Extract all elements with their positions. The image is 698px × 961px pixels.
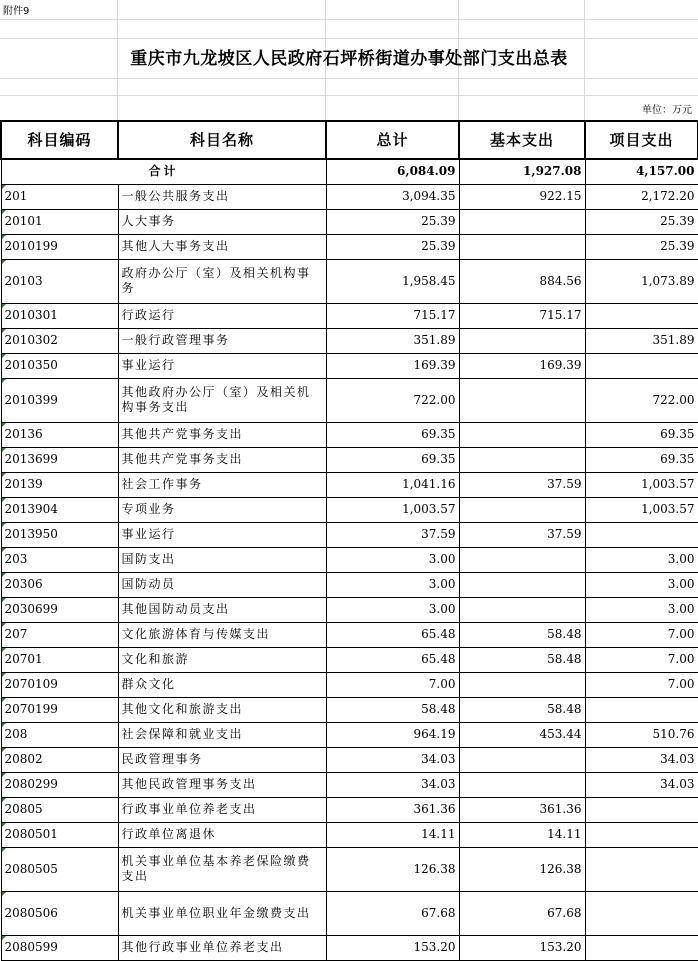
row-code: 2010301 [1, 303, 118, 328]
row-project: 7.00 [585, 622, 698, 647]
row-name: 其他民政管理事务支出 [118, 772, 326, 797]
row-code: 2080599 [1, 935, 118, 960]
header-name: 科目名称 [118, 121, 326, 159]
table-row [1, 353, 698, 378]
row-basic: 126.38 [459, 847, 585, 891]
row-code: 20802 [1, 747, 118, 772]
row-code: 201 [1, 184, 118, 209]
table-row [1, 328, 698, 353]
row-code: 2013904 [1, 497, 118, 522]
table-row [1, 259, 698, 303]
row-code: 20805 [1, 797, 118, 822]
gridline [0, 78, 698, 79]
row-name: 一般公共服务支出 [118, 184, 326, 209]
table-row [1, 447, 698, 472]
row-code: 20701 [1, 647, 118, 672]
row-project: 3.00 [585, 597, 698, 622]
row-basic [459, 378, 585, 422]
row-total: 3.00 [326, 597, 459, 622]
table-row [1, 822, 698, 847]
table-row [1, 303, 698, 328]
table-row [1, 772, 698, 797]
row-project: 7.00 [585, 647, 698, 672]
table-row [1, 747, 698, 772]
row-name: 事业运行 [118, 353, 326, 378]
row-total: 351.89 [326, 328, 459, 353]
row-project [585, 797, 698, 822]
row-basic [459, 597, 585, 622]
table-row [1, 697, 698, 722]
row-name: 其他人大事务支出 [118, 234, 326, 259]
row-code: 20103 [1, 259, 118, 303]
row-project: 69.35 [585, 447, 698, 472]
row-basic [459, 747, 585, 772]
row-total: 58.48 [326, 697, 459, 722]
table-row [1, 647, 698, 672]
row-total: 34.03 [326, 747, 459, 772]
row-project: 3.00 [585, 547, 698, 572]
table-row [1, 572, 698, 597]
row-basic [459, 447, 585, 472]
row-project [585, 822, 698, 847]
row-basic: 37.59 [459, 522, 585, 547]
row-basic [459, 772, 585, 797]
row-project: 25.39 [585, 234, 698, 259]
table-row [1, 722, 698, 747]
row-project: 1,003.57 [585, 497, 698, 522]
row-name: 机关事业单位职业年金缴费支出 [118, 891, 326, 935]
header-code: 科目编码 [1, 121, 118, 159]
row-total: 722.00 [326, 378, 459, 422]
row-name: 社会保障和就业支出 [118, 722, 326, 747]
row-project: 1,003.57 [585, 472, 698, 497]
row-name: 其他政府办公厅（室）及相关机构事务支出 [118, 378, 326, 422]
row-name: 专项业务 [118, 497, 326, 522]
header-row [1, 121, 698, 159]
row-basic: 922.15 [459, 184, 585, 209]
table-row [1, 497, 698, 522]
header-project: 项目支出 [585, 121, 698, 159]
row-project: 3.00 [585, 572, 698, 597]
row-total: 69.35 [326, 447, 459, 472]
row-name: 机关事业单位基本养老保险缴费支出 [118, 847, 326, 891]
row-name: 其他文化和旅游支出 [118, 697, 326, 722]
row-total: 14.11 [326, 822, 459, 847]
row-name: 人大事务 [118, 209, 326, 234]
row-total: 169.39 [326, 353, 459, 378]
attachment-label: 附件9 [3, 6, 30, 17]
row-code: 2030699 [1, 597, 118, 622]
table-row [1, 472, 698, 497]
row-total: 361.36 [326, 797, 459, 822]
gridline [0, 38, 698, 39]
table-row [1, 234, 698, 259]
row-name: 行政事业单位养老支出 [118, 797, 326, 822]
row-basic [459, 672, 585, 697]
table-row [1, 209, 698, 234]
row-basic: 153.20 [459, 935, 585, 960]
row-code: 2070109 [1, 672, 118, 697]
row-code: 2080299 [1, 772, 118, 797]
gridline [0, 95, 698, 96]
row-basic: 169.39 [459, 353, 585, 378]
row-total: 25.39 [326, 209, 459, 234]
table-row [1, 422, 698, 447]
row-project: 34.03 [585, 747, 698, 772]
row-basic [459, 328, 585, 353]
table-row [1, 547, 698, 572]
row-basic [459, 572, 585, 597]
row-total: 65.48 [326, 647, 459, 672]
row-project [585, 847, 698, 891]
row-basic [459, 547, 585, 572]
row-basic: 58.48 [459, 697, 585, 722]
row-total: 34.03 [326, 772, 459, 797]
row-total: 3.00 [326, 547, 459, 572]
row-name: 事业运行 [118, 522, 326, 547]
row-basic: 361.36 [459, 797, 585, 822]
table-row [1, 597, 698, 622]
row-total: 1,041.16 [326, 472, 459, 497]
row-project: 69.35 [585, 422, 698, 447]
table-row [1, 797, 698, 822]
row-name: 文化旅游体育与传媒支出 [118, 622, 326, 647]
row-total: 1,003.57 [326, 497, 459, 522]
row-total: 67.68 [326, 891, 459, 935]
row-project [585, 303, 698, 328]
table-row [1, 184, 698, 209]
row-name: 社会工作事务 [118, 472, 326, 497]
row-basic: 453.44 [459, 722, 585, 747]
row-code: 20101 [1, 209, 118, 234]
row-basic [459, 422, 585, 447]
row-project: 510.76 [585, 722, 698, 747]
row-code: 2080501 [1, 822, 118, 847]
row-code: 207 [1, 622, 118, 647]
row-name: 其他共产党事务支出 [118, 422, 326, 447]
row-name: 政府办公厅（室）及相关机构事务 [118, 259, 326, 303]
row-project [585, 353, 698, 378]
row-basic [459, 234, 585, 259]
unit-label: 单位：万元 [642, 105, 692, 116]
row-code: 2080506 [1, 891, 118, 935]
row-name: 行政单位离退休 [118, 822, 326, 847]
total-row [1, 159, 698, 184]
row-project: 351.89 [585, 328, 698, 353]
header-basic: 基本支出 [459, 121, 585, 159]
row-total: 3.00 [326, 572, 459, 597]
row-basic: 884.56 [459, 259, 585, 303]
row-name: 国防动员 [118, 572, 326, 597]
row-code: 2080505 [1, 847, 118, 891]
table-row [1, 847, 698, 891]
total-total: 6,084.09 [326, 159, 459, 184]
row-code: 2010199 [1, 234, 118, 259]
row-project: 722.00 [585, 378, 698, 422]
row-code: 2070199 [1, 697, 118, 722]
row-total: 715.17 [326, 303, 459, 328]
total-label: 合计 [1, 159, 326, 184]
row-code: 2010302 [1, 328, 118, 353]
table-row [1, 378, 698, 422]
row-total: 37.59 [326, 522, 459, 547]
row-total: 3,094.35 [326, 184, 459, 209]
row-code: 20306 [1, 572, 118, 597]
total-project: 4,157.00 [585, 159, 698, 184]
row-code: 20139 [1, 472, 118, 497]
row-code: 2013950 [1, 522, 118, 547]
row-total: 65.48 [326, 622, 459, 647]
table-row [1, 672, 698, 697]
row-name: 文化和旅游 [118, 647, 326, 672]
total-basic: 1,927.08 [459, 159, 585, 184]
row-name: 行政运行 [118, 303, 326, 328]
row-project [585, 935, 698, 960]
row-code: 2010399 [1, 378, 118, 422]
header-total: 总计 [326, 121, 459, 159]
row-project [585, 697, 698, 722]
row-code: 208 [1, 722, 118, 747]
row-total: 126.38 [326, 847, 459, 891]
row-name: 群众文化 [118, 672, 326, 697]
row-code: 2010350 [1, 353, 118, 378]
row-basic [459, 497, 585, 522]
row-project: 7.00 [585, 672, 698, 697]
table-row [1, 622, 698, 647]
row-basic [459, 209, 585, 234]
row-basic: 58.48 [459, 647, 585, 672]
row-name: 国防支出 [118, 547, 326, 572]
row-project [585, 522, 698, 547]
row-code: 2013699 [1, 447, 118, 472]
row-name: 一般行政管理事务 [118, 328, 326, 353]
row-name: 其他行政事业单位养老支出 [118, 935, 326, 960]
row-code: 20136 [1, 422, 118, 447]
row-project: 1,073.89 [585, 259, 698, 303]
row-total: 69.35 [326, 422, 459, 447]
row-basic: 715.17 [459, 303, 585, 328]
table-row [1, 522, 698, 547]
row-total: 7.00 [326, 672, 459, 697]
gridline [0, 19, 698, 20]
table-row [1, 891, 698, 935]
page-title: 重庆市九龙坡区人民政府石坪桥街道办事处部门支出总表 [130, 49, 568, 69]
row-project: 25.39 [585, 209, 698, 234]
table-row [1, 935, 698, 960]
row-basic: 14.11 [459, 822, 585, 847]
row-total: 25.39 [326, 234, 459, 259]
row-code: 203 [1, 547, 118, 572]
row-name: 民政管理事务 [118, 747, 326, 772]
row-total: 964.19 [326, 722, 459, 747]
row-project: 2,172.20 [585, 184, 698, 209]
row-project [585, 891, 698, 935]
expenditure-table [0, 120, 698, 961]
row-name: 其他共产党事务支出 [118, 447, 326, 472]
row-total: 153.20 [326, 935, 459, 960]
row-basic: 37.59 [459, 472, 585, 497]
row-name: 其他国防动员支出 [118, 597, 326, 622]
row-basic: 58.48 [459, 622, 585, 647]
row-project: 34.03 [585, 772, 698, 797]
row-basic: 67.68 [459, 891, 585, 935]
row-total: 1,958.45 [326, 259, 459, 303]
